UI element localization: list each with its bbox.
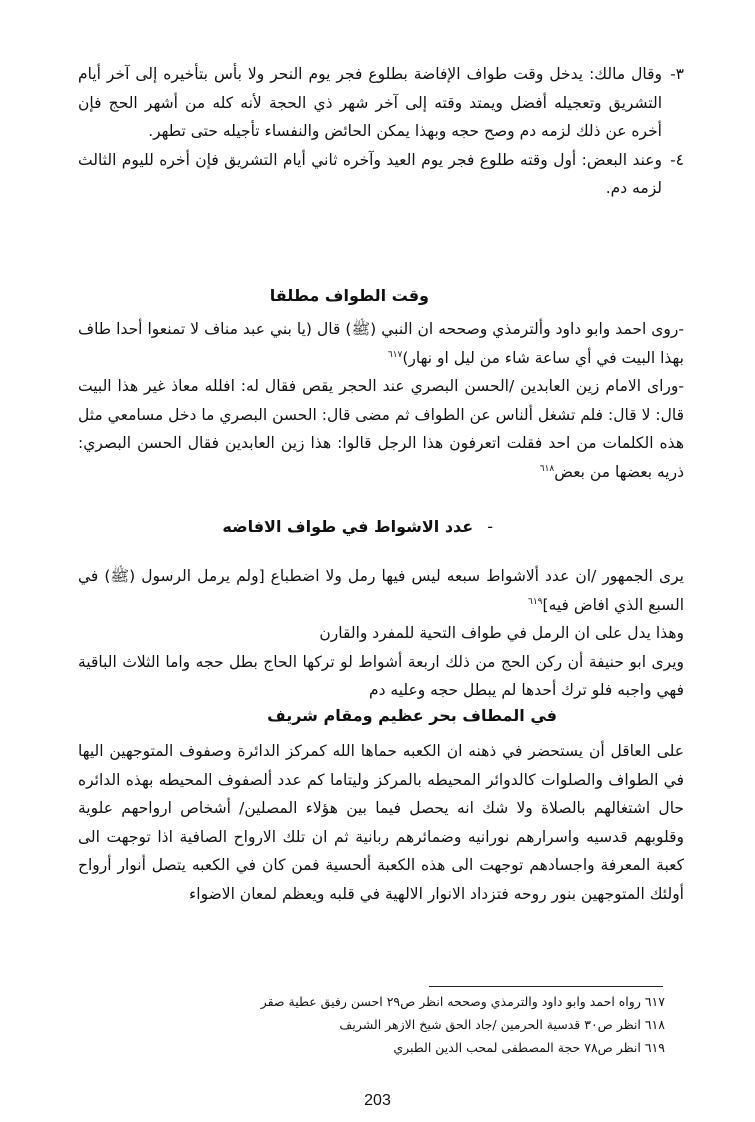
paragraph: على العاقل أن يستحضر في ذهنه ان الكعبه حماها الله كمركز الدائرة وصفوف المتوجهين اليها في الطواف والصلوات كالدوائر المحيطه بالمركز وليتاما كم عدد ألصفوف المحيطه بهذه الدائره حال اشتغالهم بالصلاة ولا شك انه يحصل فيما بين هؤلاء المصلين/ أشخاص ارواحهم علوية وقلوبهم قدسيه واسرارهم نورانيه وضمائرهم ربانية ثم ان تلك الارواح الصافية اذا توجهت الى كعبة المعرفة واجسادهم توجهت الى هذه الكعبة ألحسية فمن كان في الكعبه يتصل أنوار أرواح أولئك المتوجهين بنور روحه فتزداد الانوار الالهية في قلبه ويعظم لمعان الاضواء <box>78 742 684 903</box>
footnote-ref: ٦١٩ <box>528 596 543 607</box>
section-heading: وقت الطواف مطلقا <box>269 286 429 305</box>
footnote: ٦١٧ رواه احمد وابو داود والترمذي وصححه انظر ص٢٩ احسن رفيق عطية صقر <box>260 994 665 1009</box>
heading-text: عدد الاشواط في طواف الافاضه <box>222 517 474 536</box>
item-number: ٣- <box>670 65 684 83</box>
section-heading <box>222 517 493 536</box>
item-text: وقال مالك: يدخل وقت طواف الإفاضة بطلوع فجر يوم النحر ولا بأس بتأخيره إلى آخر أيام التشريق وتعجيله أفضل ويمتد وقته إلى آخر شهر ذي الحجة لأنه كله من أشهر الحج فإن أخره عن ذلك لزمه دم وصح حجه وبهذا يمكن الحائض والنفساء تأجيله حتى تطهر. <box>78 65 662 140</box>
paragraph-text: -وراى الامام زين العابدين /الحسن البصري عند الحجر يقص فقال له: افلله معاذ غير هذا البيت قال: لا قال: فلم تشغل ألناس عن الطواف ثم مضى قال: الحسن البصري ما دخل مسامعي مثل هذه الكلمات من احد فقلت اتعرفون هذا الرجل قالوا: هذا زين العابدين فقال الحسن البصري: ذريه بعضها من بعض <box>78 377 684 481</box>
footnote: ٦١٩ انظر ص٧٨ حجة المصطفى لمحب الدين الطبري <box>393 1040 665 1055</box>
paragraph <box>78 562 684 619</box>
list-item <box>78 60 684 146</box>
paragraph <box>78 372 684 486</box>
section-4 <box>78 737 684 908</box>
footnotes <box>120 990 665 1059</box>
paragraph: وهذا يدل على ان الرمل في طواف التحية للمفرد والقارن <box>319 624 684 642</box>
page-number: 203 <box>364 1092 391 1109</box>
footnote: ٦١٨ انظر ص٣٠ قدسية الحرمين /جاد الحق شيخ الازهر الشريف <box>339 1017 665 1032</box>
list-item <box>78 146 684 203</box>
heading-dash: - <box>487 517 493 536</box>
paragraph <box>78 315 684 372</box>
paragraph: ويرى ابو حنيفة أن ركن الحج من ذلك اربعة أشواط لو تركها الحاج بطل حجه واما الثلاث الباقية فهي واجبه فلو ترك أحدها لم يبطل حجه وعليه دم <box>78 652 684 699</box>
paragraph-text: يرى الجمهور /ان عدد ألاشواط سبعه ليس فيها رمل ولا اضطباع [ولم يرمل الرسول (ﷺ) في السبع الذي افاض فيه] <box>78 567 684 614</box>
paragraph-text: -روى احمد وابو داود وألترمذي وصححه ان النبي (ﷺ) قال (يا بني عبد مناف لا تمنعوا أحدا طاف بهذا البيت في أي ساعة شاء من ليل او نهار) <box>78 320 684 367</box>
section-1 <box>78 60 684 203</box>
footnote-divider <box>429 986 663 987</box>
section-3 <box>78 562 684 705</box>
footnote-ref: ٦١٧ <box>387 349 403 360</box>
item-text: وعند البعض: أول وقته طلوع فجر يوم العيد وآخره ثاني أيام التشريق فإن أخره لليوم الثالث لزمه دم. <box>78 150 662 197</box>
footnote-ref: ٦١٨ <box>539 463 555 474</box>
section-2 <box>78 315 684 486</box>
item-number: ٤- <box>670 150 684 169</box>
section-heading: في المطاف بحر عظيم ومقام شريف <box>267 706 557 725</box>
